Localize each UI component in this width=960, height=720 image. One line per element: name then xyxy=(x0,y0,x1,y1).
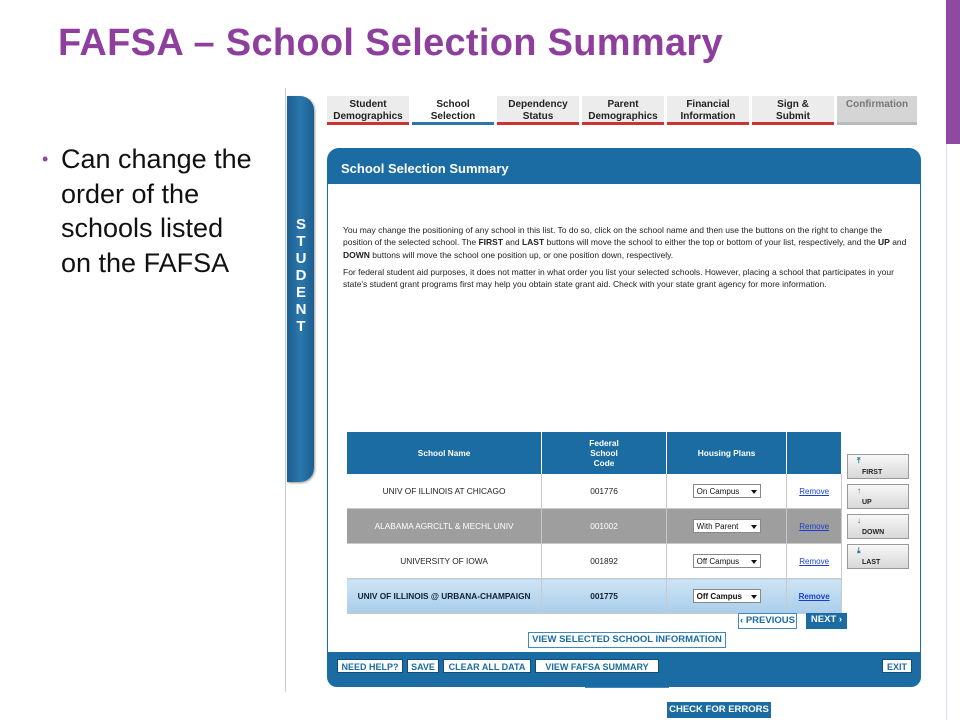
clear-all-data-button[interactable]: CLEAR ALL DATA xyxy=(443,659,531,673)
student-letter: T xyxy=(296,233,306,250)
arrow-left-icon: ‹ xyxy=(740,615,746,626)
arrow-right-icon: › xyxy=(836,614,843,625)
housing-select-value: Off Campus xyxy=(696,557,740,566)
step-label: Demographics xyxy=(333,111,403,122)
remove-cell xyxy=(787,474,842,509)
instructions-text: and xyxy=(889,237,907,248)
arrow-up-icon: ↑ xyxy=(857,486,861,495)
column-header-housing-plans: Housing Plans xyxy=(666,432,786,474)
panel-title: School Selection Summary xyxy=(341,161,509,176)
exit-button[interactable]: EXIT xyxy=(882,659,912,673)
chevron-down-icon xyxy=(751,595,757,599)
remove-link[interactable]: Remove xyxy=(799,487,830,496)
save-button[interactable]: SAVE xyxy=(407,659,439,673)
step-label: Financial xyxy=(686,99,730,110)
header-line: Code xyxy=(593,458,615,468)
housing-select-value: On Campus xyxy=(696,487,740,496)
student-letter: T xyxy=(296,318,306,335)
step-parent-demographics[interactable] xyxy=(582,96,664,125)
housing-select[interactable] xyxy=(693,589,761,603)
step-label: Demographics xyxy=(588,111,658,122)
step-dependency-status[interactable] xyxy=(497,96,579,125)
student-letter: N xyxy=(295,301,307,318)
move-last-button[interactable] xyxy=(847,544,909,569)
remove-link[interactable]: Remove xyxy=(799,522,830,531)
school-name-cell[interactable]: UNIVERSITY OF IOWA xyxy=(347,544,542,579)
instructions-keyword: UP xyxy=(878,237,890,248)
housing-cell xyxy=(666,474,786,509)
move-up-button[interactable] xyxy=(847,484,909,509)
step-label: Information xyxy=(680,111,736,122)
chevron-down-icon xyxy=(751,490,757,494)
remove-link[interactable]: Remove xyxy=(798,592,830,601)
slide-accent-rule xyxy=(946,144,960,720)
move-first-button[interactable] xyxy=(847,454,909,479)
remove-cell xyxy=(787,509,842,544)
chevron-down-icon xyxy=(751,560,757,564)
screenshot-frame xyxy=(285,88,286,692)
instructions-text: and xyxy=(503,237,522,248)
table-row-selected[interactable] xyxy=(347,579,842,614)
move-first-label: FIRST xyxy=(862,469,883,476)
step-label: Parent xyxy=(607,99,639,110)
move-down-label: DOWN xyxy=(862,529,885,536)
move-down-button[interactable] xyxy=(847,514,909,539)
step-student-demographics[interactable] xyxy=(327,96,409,125)
view-fafsa-summary-button[interactable]: VIEW FAFSA SUMMARY xyxy=(535,659,659,673)
remove-cell xyxy=(787,544,842,579)
fafsa-screenshot xyxy=(285,88,930,715)
housing-cell xyxy=(666,579,786,614)
footer-bar xyxy=(327,652,921,687)
bullet-text: Can change the order of the schools listed on the FAFSA xyxy=(61,144,252,278)
instructions-keyword: DOWN xyxy=(343,249,370,260)
step-school-selection[interactable] xyxy=(412,96,494,125)
step-label: Status xyxy=(522,111,554,122)
housing-cell xyxy=(666,544,786,579)
student-letter: D xyxy=(295,267,307,284)
instructions-keyword: FIRST xyxy=(478,237,504,248)
housing-cell xyxy=(666,509,786,544)
student-letter: S xyxy=(295,216,306,233)
school-code-cell: 001892 xyxy=(542,544,667,579)
arrow-to-top-icon: ⤒ xyxy=(857,456,861,465)
step-label: Student xyxy=(349,99,387,110)
step-label: Dependency xyxy=(508,99,568,110)
arrow-to-bottom-icon: ⤓ xyxy=(857,546,861,555)
need-help-button[interactable]: NEED HELP? xyxy=(337,659,403,673)
table-row[interactable] xyxy=(347,544,842,579)
school-selection-panel xyxy=(327,148,921,715)
step-sign-submit[interactable] xyxy=(752,96,834,125)
panel-body xyxy=(327,184,921,715)
student-letter: U xyxy=(295,250,307,267)
column-header-actions xyxy=(787,432,842,474)
student-letter: E xyxy=(295,284,306,301)
table-header-row xyxy=(347,432,842,474)
student-section-tab xyxy=(287,96,314,482)
remove-cell xyxy=(787,579,842,614)
table-row[interactable] xyxy=(347,509,842,544)
slide-bullet xyxy=(42,142,252,280)
previous-button[interactable] xyxy=(738,613,797,629)
housing-select[interactable] xyxy=(693,554,761,568)
step-label: School xyxy=(436,99,470,110)
instructions-text: buttons will move the school one position up, or one position down, respectively. xyxy=(369,249,674,260)
remove-link[interactable]: Remove xyxy=(799,557,830,566)
state-aid-paragraph: For federal student aid purposes, it does not matter in what order you list your selected schools. However, placing a school that participates in your state's student grant programs first may help you obtain state grant aid. Check with your state grant agency for more information. xyxy=(343,267,894,290)
table-row[interactable] xyxy=(347,474,842,509)
schools-table xyxy=(347,432,842,614)
header-line: School xyxy=(590,448,618,458)
instructions-paragraph xyxy=(343,224,908,261)
progress-steps xyxy=(327,96,917,128)
view-school-info-button[interactable]: VIEW SELECTED SCHOOL INFORMATION xyxy=(528,632,726,648)
slide-title: FAFSA – School Selection Summary xyxy=(58,22,723,64)
next-button[interactable] xyxy=(806,613,847,629)
header-line: Federal xyxy=(589,438,619,448)
previous-label: PREVIOUS xyxy=(745,615,795,626)
bullet-dot-icon: • xyxy=(42,149,49,169)
column-header-school-name: School Name xyxy=(347,432,542,474)
school-code-cell: 001775 xyxy=(542,579,667,614)
step-confirmation xyxy=(837,96,917,125)
school-code-cell: 001002 xyxy=(542,509,667,544)
step-label: Selection xyxy=(430,111,476,122)
step-financial-information[interactable] xyxy=(667,96,749,125)
slide-accent-bar xyxy=(946,0,960,144)
arrow-down-icon: ↓ xyxy=(857,516,861,525)
step-label: Confirmation xyxy=(845,99,909,110)
move-last-label: LAST xyxy=(862,559,881,566)
housing-select[interactable] xyxy=(693,484,761,498)
instructions-text: buttons will move the school to either the top or bottom of your list, respectively, and the xyxy=(544,237,879,248)
step-label: Sign & xyxy=(777,99,809,110)
housing-select-value: With Parent xyxy=(696,522,739,531)
school-name-cell[interactable]: ALABAMA AGRCLTL & MECHL UNIV xyxy=(347,509,542,544)
housing-select[interactable] xyxy=(693,519,761,533)
step-label: Submit xyxy=(776,111,810,122)
school-code-cell: 001776 xyxy=(542,474,667,509)
instructions-text: You may change the positioning of any school in this list. To do so, click on the school name and then use the buttons on the right to change the position of the selected school. The xyxy=(343,225,883,248)
school-name-cell[interactable]: UNIV OF ILLINOIS AT CHICAGO xyxy=(347,474,542,509)
panel-header xyxy=(327,148,921,184)
chevron-down-icon xyxy=(751,525,757,529)
check-errors-button[interactable]: CHECK FOR ERRORS xyxy=(667,702,771,718)
instructions-keyword: LAST xyxy=(521,237,545,248)
housing-select-value: Off Campus xyxy=(696,592,742,601)
move-up-label: UP xyxy=(862,499,872,506)
column-header-federal-school-code xyxy=(542,432,667,474)
school-name-cell[interactable]: UNIV OF ILLINOIS @ URBANA-CHAMPAIGN xyxy=(347,579,542,614)
next-label: NEXT xyxy=(810,614,837,625)
